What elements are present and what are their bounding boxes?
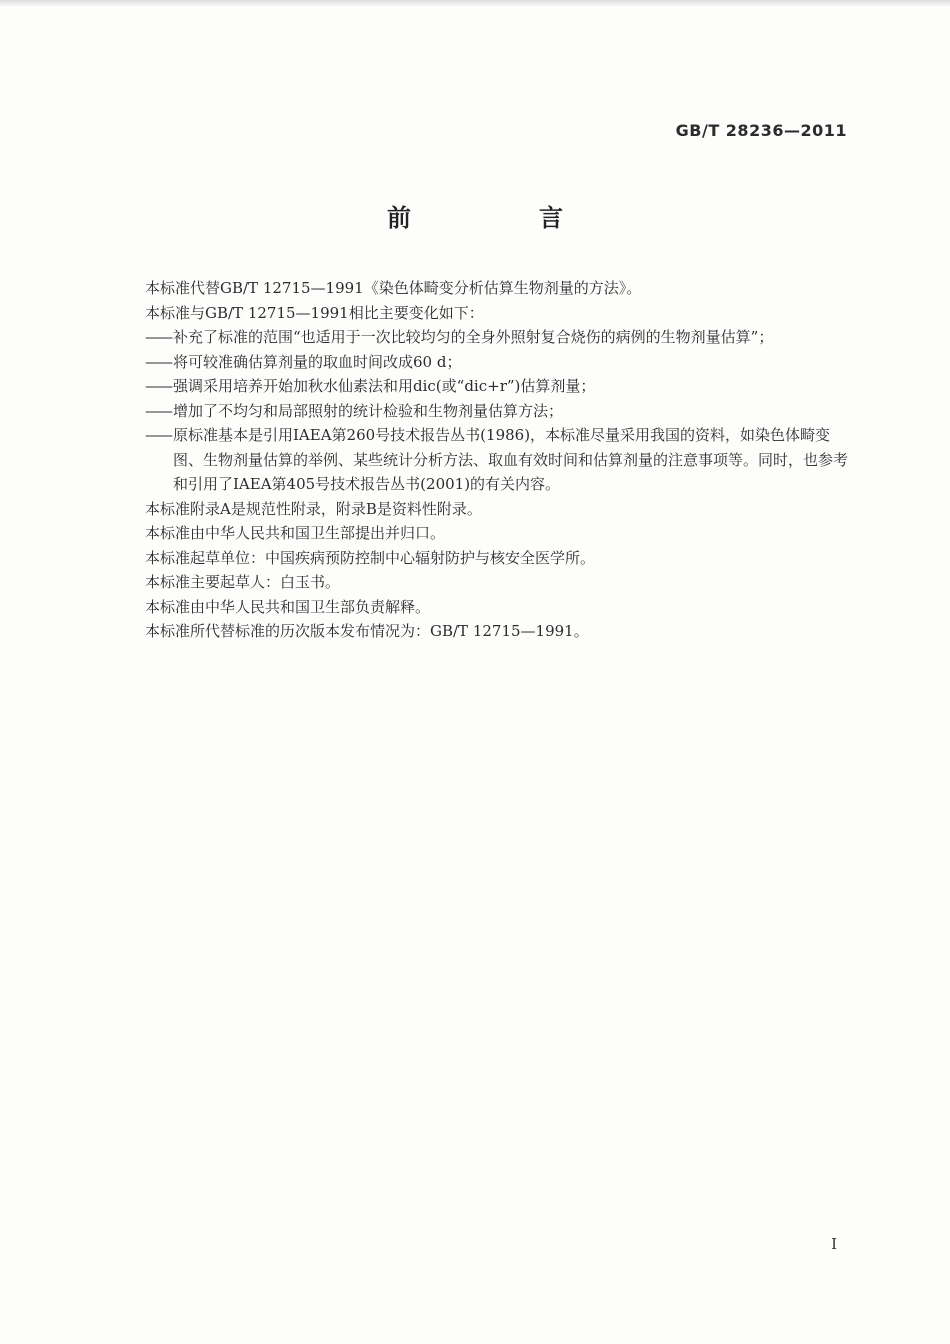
- paragraph-annex: 本标准附录A是规范性附录，附录B是资料性附录。: [145, 499, 482, 518]
- change-item-text: 原标准基本是引用IAEA第260号技术报告丛书(1986)，本标准尽量采用我国的资料，如染色体畸变图、生物剂量估算的举例、某些统计分析方法、取血有效时间和估算剂量的注意事项等。同时，也参考和引用了IAEA第405号技术报告丛书(2001)的有关内容。: [173, 426, 849, 493]
- paragraph-proposed-by: 本标准由中华人民共和国卫生部提出并归口。: [145, 524, 446, 542]
- page-number: I: [831, 1235, 837, 1253]
- paragraph-history: 本标准所代替标准的历次版本发布情况为：GB/T 12715—1991。: [145, 622, 589, 640]
- change-item-text: 强调采用培养开始加秋水仙素法和用dic(或“dic+r”)估算剂量；: [173, 377, 596, 395]
- dash-mark: ——: [145, 401, 171, 420]
- change-item: [145, 399, 857, 424]
- change-item-text: 将可较准确估算剂量的取血时间改成60 d；: [173, 352, 462, 371]
- paragraph-replaces: 本标准代替GB/T 12715—1991《染色体畸变分析估算生物剂量的方法》。: [145, 279, 642, 297]
- dash-mark: ——: [145, 352, 171, 371]
- page-title: 前 言: [387, 204, 615, 232]
- change-item: [145, 325, 857, 350]
- change-item: [145, 374, 857, 399]
- dash-mark: ——: [145, 328, 171, 346]
- dash-mark: ——: [145, 426, 171, 444]
- change-item-text: 增加了不均匀和局部照射的统计检验和生物剂量估算方法；: [173, 401, 564, 420]
- paragraph-drafter: 本标准主要起草人：白玉书。: [145, 573, 341, 591]
- dash-mark: ——: [145, 377, 171, 395]
- paragraph-changes-intro: 本标准与GB/T 12715—1991相比主要变化如下：: [145, 303, 484, 322]
- foreword-body: [145, 276, 857, 644]
- change-item: [145, 423, 857, 497]
- change-item: [145, 350, 857, 375]
- change-item-text: 补充了标准的范围“也适用于一次比较均匀的全身外照射复合烧伤的病例的生物剂量估算”；: [173, 328, 774, 346]
- standard-number: GB/T 28236—2011: [675, 121, 847, 140]
- scan-edge: [0, 0, 950, 7]
- paragraph-drafting-unit: 本标准起草单位：中国疾病预防控制中心辐射防护与核安全医学所。: [145, 548, 596, 567]
- paragraph-interpretation: 本标准由中华人民共和国卫生部负责解释。: [145, 597, 431, 616]
